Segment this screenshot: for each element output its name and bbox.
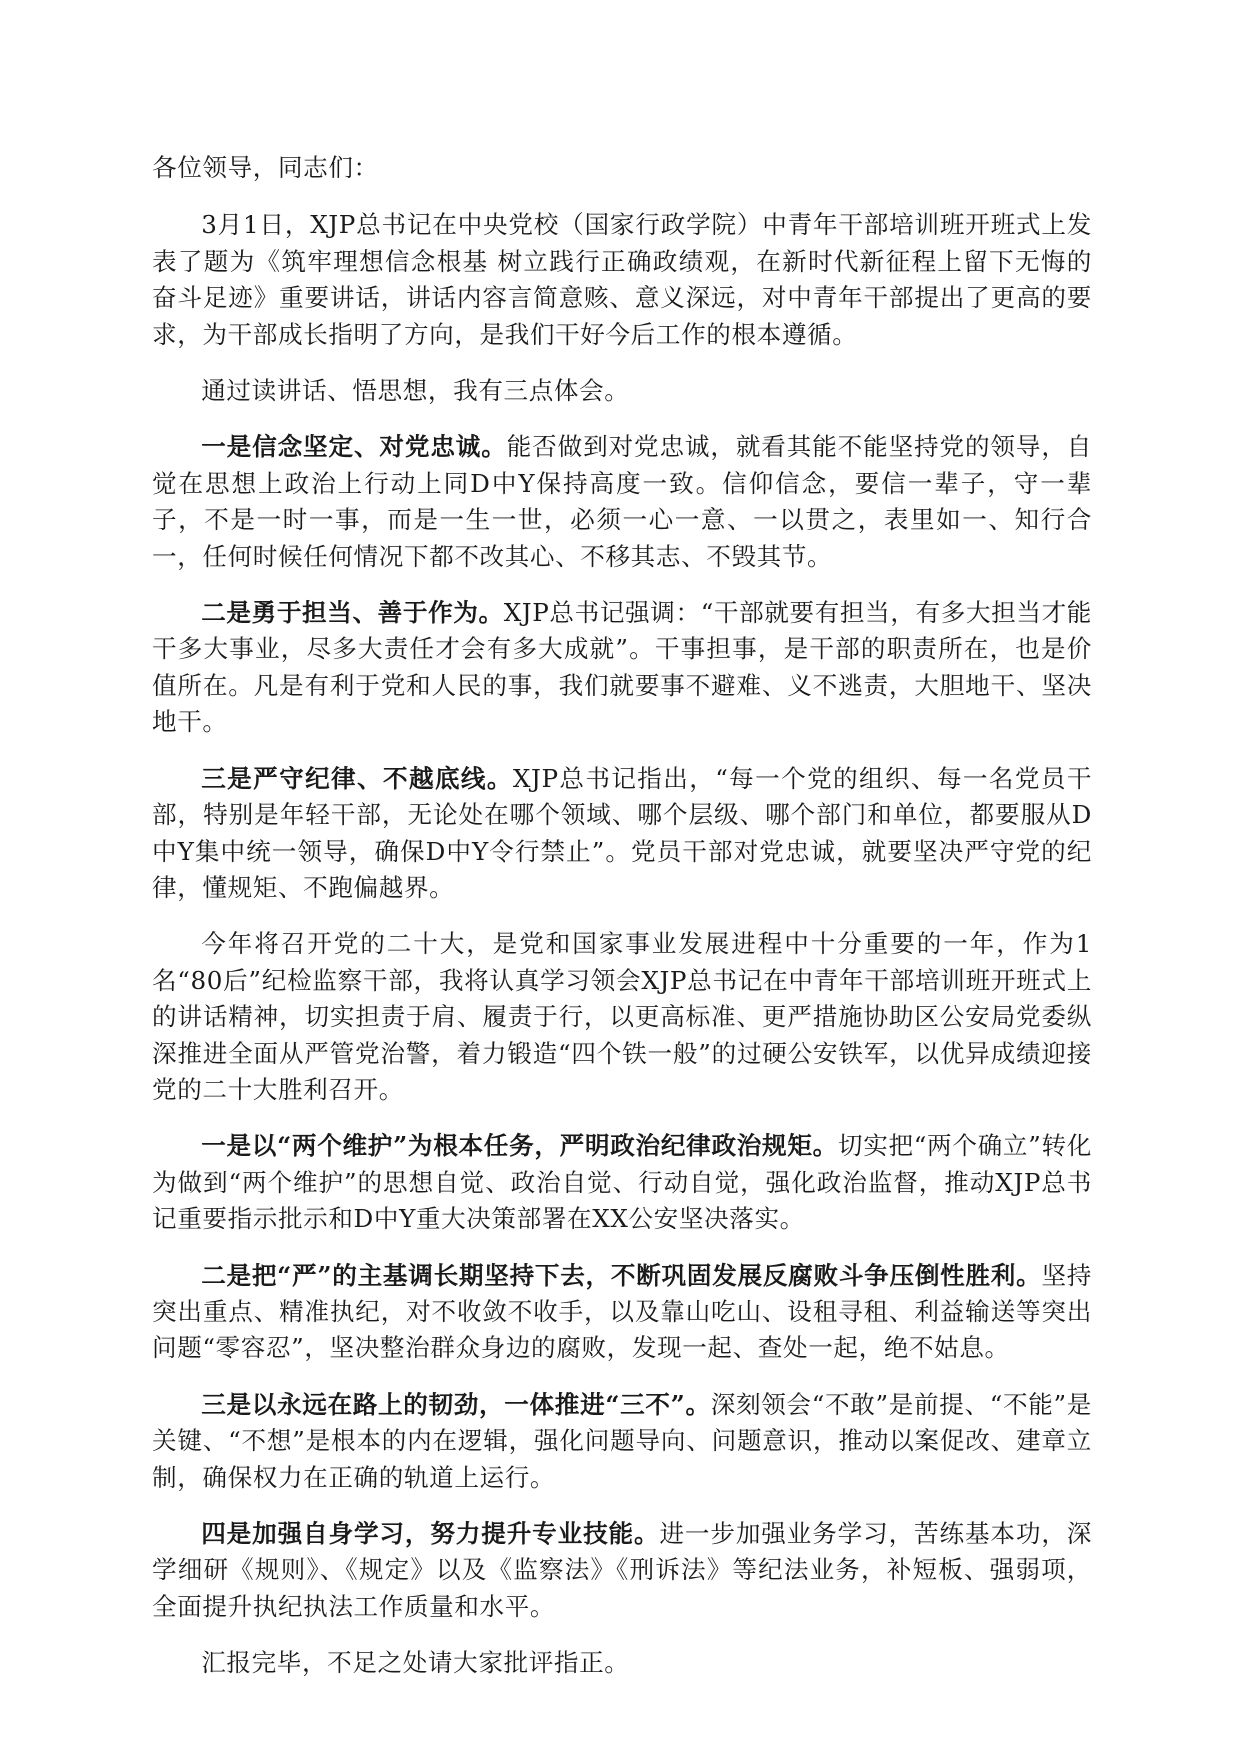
paragraph-lead: 一是以“两个维护”为根本任务，严明政治纪律政治规矩。 [201, 1131, 838, 1161]
paragraph-text: 3月1日，XJP总书记在中央党校（国家行政学院）中青年干部培训班开班式上发表了题为《筑牢理想信念根基 树立践行正确政绩观，在新时代新征程上留下无悔的奋斗足迹》重要讲话，讲话内容言简意赅、意义深远，对中青年干部提出了更高的要求，为干部成长指明了方向，是我们干好今后工作的根本遵循。 [152, 210, 1092, 349]
paragraph-lead: 二是把“严”的主基调长期坚持下去，不断巩固发展反腐败斗争压倒性胜利。 [201, 1260, 1042, 1290]
paragraph-text: 能否做到对党忠诚，就看其能不能坚持党的领导，自觉在思想上政治上行动上同D中Y保持高度一致。信仰信念，要信一辈子，守一辈子，不是一时一事，而是一生一世，必须一心一意、一以贯之，表里如一、知行合一，任何时候任何情况下都不改其心、不移其志、不毁其节。 [152, 432, 1092, 571]
document-body [152, 150, 1092, 1702]
paragraph-text: 汇报完毕，不足之处请大家批评指正。 [201, 1648, 630, 1678]
paragraph-text: 深刻领会“不敢”是前提、“不能”是关键、“不想”是根本的内在逻辑，强化问题导向、问题意识，推动以案促改、建章立制，确保权力在正确的轨道上运行。 [152, 1389, 1092, 1492]
paragraph-lead: 三是严守纪律、不越底线。 [201, 763, 513, 793]
paragraph [152, 1258, 1092, 1367]
paragraph [152, 595, 1092, 741]
paragraph [152, 1128, 1092, 1237]
paragraph [152, 207, 1092, 353]
salutation: 各位领导，同志们： [152, 153, 379, 182]
paragraph [152, 1516, 1092, 1625]
paragraph [152, 926, 1092, 1108]
paragraph [152, 761, 1092, 907]
paragraph-lead: 二是勇于担当、善于作为。 [201, 598, 504, 628]
paragraph [152, 429, 1092, 575]
paragraph-lead: 四是加强自身学习，努力提升专业技能。 [201, 1519, 660, 1548]
paragraph-text: 坚持突出重点、精准执纪，对不收敛不收手，以及靠山吃山、设租寻租、利益输送等突出问题“零容忍”，坚决整治群众身边的腐败，发现一起、查处一起，绝不姑息。 [152, 1260, 1092, 1363]
paragraph [152, 373, 1092, 409]
paragraph-text: 今年将召开党的二十大，是党和国家事业发展进程中十分重要的一年，作为1名“80后”纪检监察干部，我将认真学习领会XJP总书记在中青年干部培训班开班式上的讲话精神，切实担责于肩、履责于行，以更高标准、更严措施协助区公安局党委纵深推进全面从严管党治警，着力锻造“四个铁一般”的过硬公安铁军，以优异成绩迎接党的二十大胜利召开。 [152, 929, 1092, 1104]
paragraph-lead: 三是以永远在路上的韧劲，一体推进“三不”。 [201, 1389, 711, 1419]
paragraph-text: 通过读讲话、悟思想，我有三点体会。 [201, 376, 630, 406]
paragraph [152, 1645, 1092, 1681]
paragraph-lead: 一是信念坚定、对党忠诚。 [201, 432, 507, 462]
paragraph-text: XJP总书记指出，“每一个党的组织、每一名党员干部，特别是年轻干部，无论处在哪个领域、哪个层级、哪个部门和单位，都要服从D中Y集中统一领导，确保D中Y令行禁止”。党员干部对党忠诚，就要坚决严守党的纪律，懂规矩、不跑偏越界。 [152, 763, 1093, 902]
paragraph-text: 切实把“两个确立”转化为做到“两个维护”的思想自觉、政治自觉、行动自觉，强化政治监督，推动XJP总书记重要指示批示和D中Y重大决策部署在XX公安坚决落实。 [152, 1131, 1092, 1234]
paragraph [152, 1387, 1092, 1496]
paragraph-text: XJP总书记强调：“干部就要有担当，有多大担当才能干多大事业，尽多大责任才会有多大成就”。干事担事，是干部的职责所在，也是价值所在。凡是有利于党和人民的事，我们就要事不避难、义不逃责，大胆地干、坚决地干。 [152, 598, 1092, 737]
paragraph-text: 进一步加强业务学习，苦练基本功，深学细研《规则》、《规定》以及《监察法》《刑诉法》等纪法业务，补短板、强弱项，全面提升执纪执法工作质量和水平。 [152, 1519, 1092, 1621]
